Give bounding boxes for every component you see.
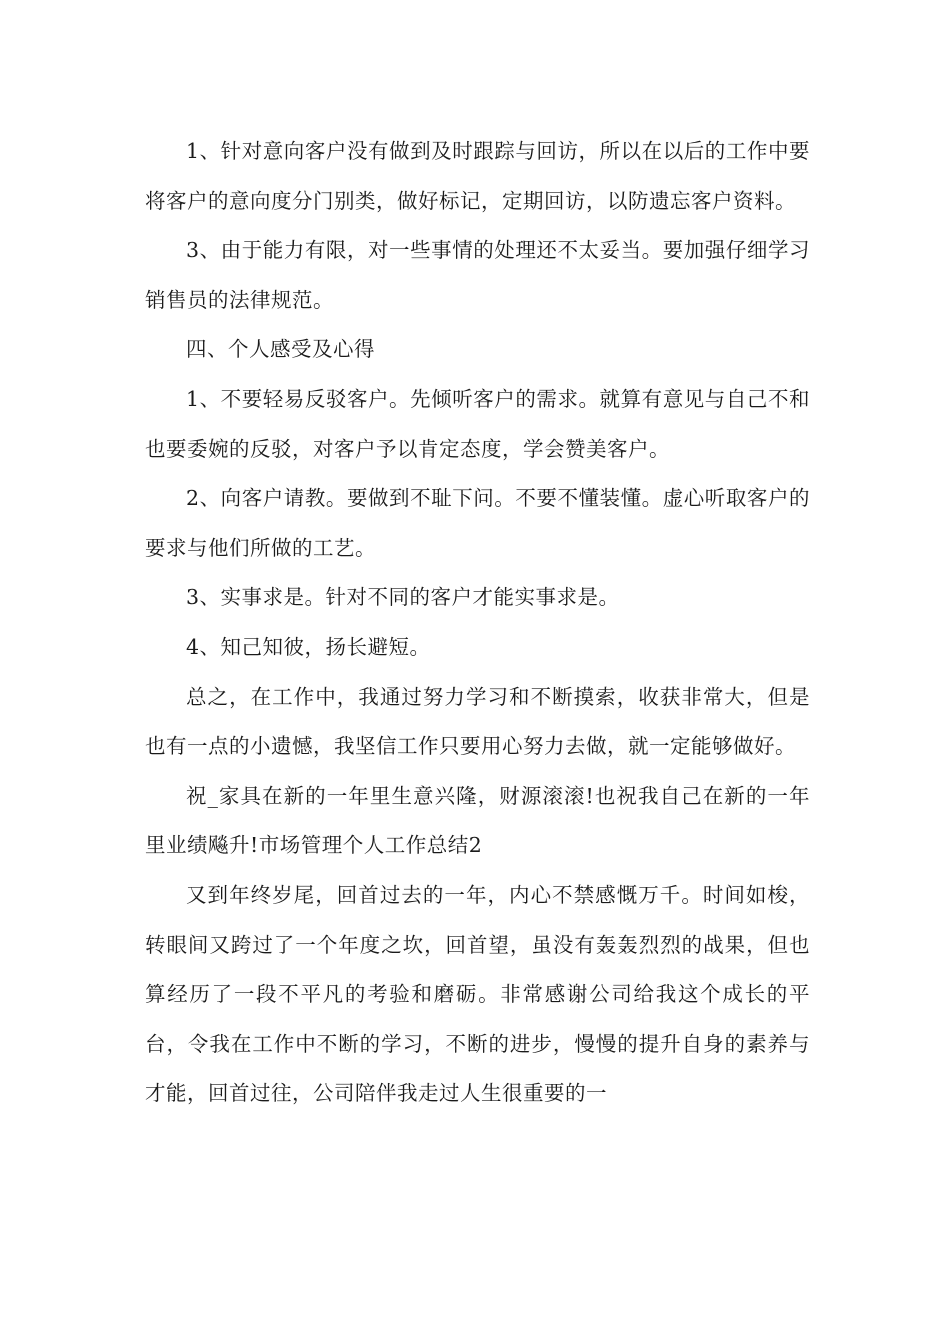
paragraph-ability-limited: 3、由于能力有限，对一些事情的处理还不太妥当。要加强仔细学习销售员的法律规范。 bbox=[145, 238, 810, 312]
paragraph-ask-clients: 2、向客户请教。要做到不耻下问。不要不懂装懂。虚心听取客户的要求与他们所做的工艺。 bbox=[145, 486, 810, 560]
paragraph-dont-refute: 1、不要轻易反驳客户。先倾听客户的需求。就算有意见与自己不和也要委婉的反驳，对客户予以肯定态度，学会赞美客户。 bbox=[145, 386, 810, 461]
paragraph-know-yourself: 4、知己知彼，扬长避短。 bbox=[186, 634, 431, 659]
paragraph-year-end: 又到年终岁尾，回首过去的一年，内心不禁感慨万千。时间如梭，转眼间又跨过了一个年度之坎，回首望，虽没有轰轰烈烈的战果，但也算经历了一段不平凡的考验和磨砺。非常感谢公司给我这个成长的平台，令我在工作中不断的学习，不断的进步，慢慢的提升自身的素养与才能，回首过往，公司陪伴我走过人生很重要的一 bbox=[145, 882, 810, 1106]
document-body bbox=[145, 127, 810, 1119]
paragraph-summary: 总之，在工作中，我通过努力学习和不断摸索，收获非常大，但是也有一点的小遗憾，我坚信工作只要用心努力去做，就一定能够做好。 bbox=[145, 684, 810, 759]
paragraph-wishes: 祝_家具在新的一年里生意兴隆，财源滚滚!也祝我自己在新的一年里业绩飚升!市场管理个人工作总结2 bbox=[145, 783, 810, 858]
paragraph-seek-truth: 3、实事求是。针对不同的客户才能实事求是。 bbox=[186, 585, 620, 610]
section-heading-personal-feelings: 四、个人感受及心得 bbox=[186, 337, 375, 362]
paragraph-followup-clients: 1、针对意向客户没有做到及时跟踪与回访，所以在以后的工作中要将客户的意向度分门别类，做好标记，定期回访，以防遗忘客户资料。 bbox=[145, 139, 810, 213]
